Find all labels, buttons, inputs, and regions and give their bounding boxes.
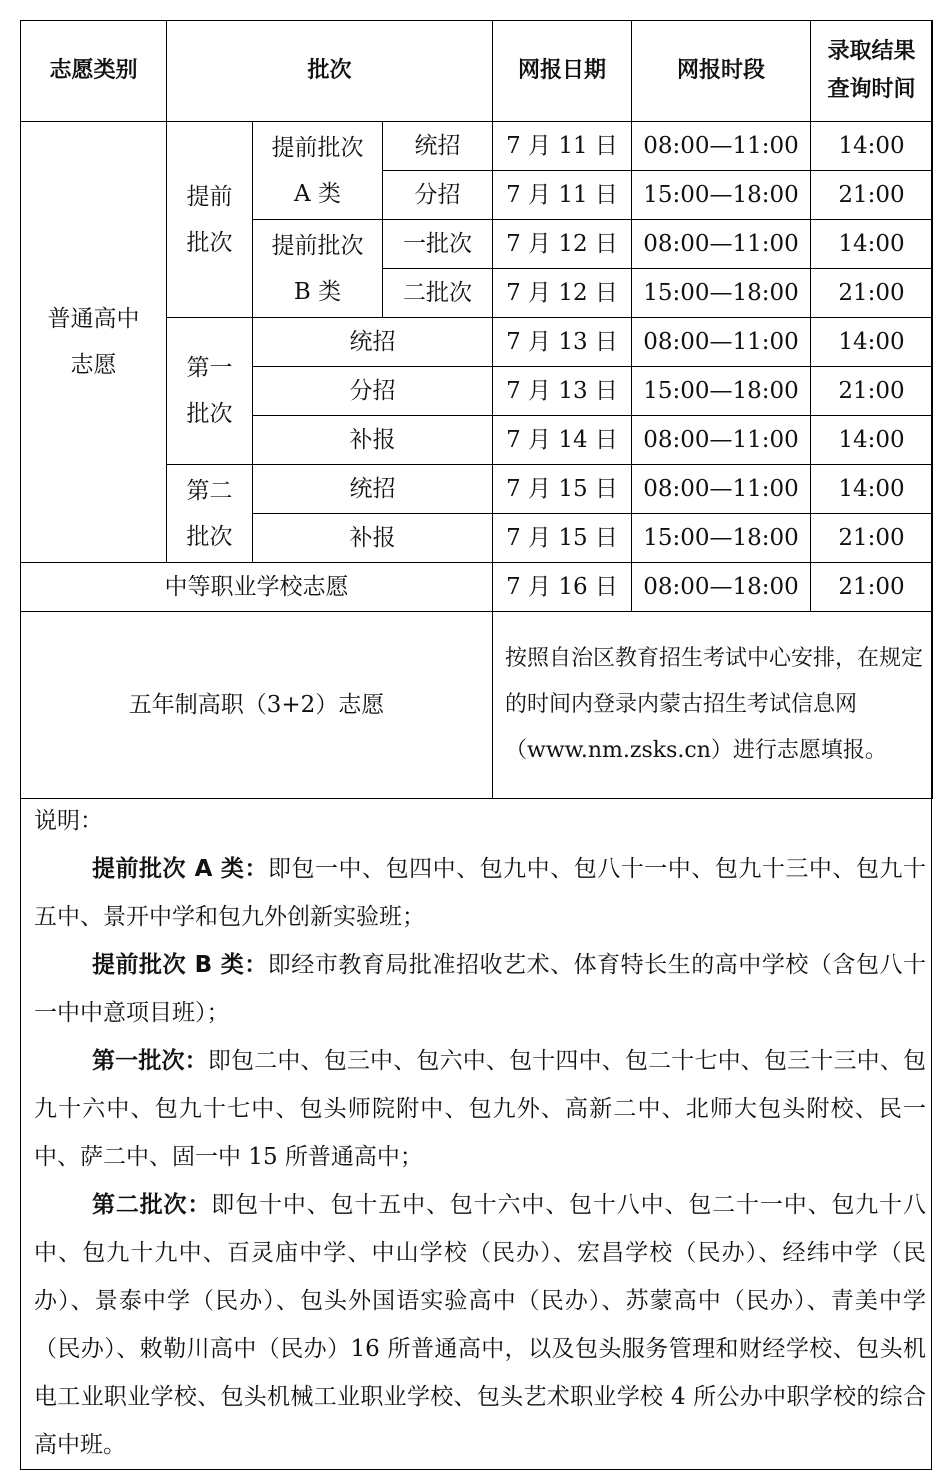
query-cell: 21:00 — [811, 367, 933, 416]
date-cell: 7 月 11 日 — [493, 171, 632, 220]
time-cell: 15:00—18:00 — [632, 367, 811, 416]
sub-batch: 分招 — [383, 171, 493, 220]
table-row — [21, 122, 933, 171]
date-cell: 7 月 13 日 — [493, 318, 632, 367]
note-first-batch — [22, 1037, 926, 1181]
time-cell: 15:00—18:00 — [632, 171, 811, 220]
early-b-cell: 提前批次 B 类 — [253, 220, 383, 318]
vocational-row — [21, 563, 933, 612]
query-cell: 21:00 — [811, 171, 933, 220]
query-cell: 14:00 — [811, 416, 933, 465]
early-batch-cell: 提前 批次 — [167, 122, 253, 318]
sub-batch: 统招 — [253, 465, 493, 514]
sub-batch: 分招 — [253, 367, 493, 416]
query-cell: 21:00 — [811, 514, 933, 563]
query-cell: 21:00 — [811, 563, 933, 612]
five-year-row — [21, 612, 933, 799]
note-text: 即包十中、包十五中、包十六中、包十八中、包二十一中、包九十八中、包九十九中、百灵庙中学、中山学校（民办）、宏昌学校（民办）、经纬中学（民办）、景泰中学（民办）、包头外国语实验高中（民办）、苏蒙高中（民办）、青美中学（民办）、敕勒川高中（民办）16 所普通高中，以及包头服务管理和财经学校、包头机电工业职业学校、包头机械工业职业学校、包头艺术职业学校 4 所公办中职学校的综合高中班。 — [34, 1192, 927, 1458]
time-cell: 08:00—11:00 — [632, 465, 811, 514]
second-batch-cell: 第二 批次 — [167, 465, 253, 563]
sub-batch: 一批次 — [383, 220, 493, 269]
notes-heading: 说明： — [34, 808, 103, 834]
time-cell: 08:00—11:00 — [632, 220, 811, 269]
date-cell: 7 月 14 日 — [493, 416, 632, 465]
five-year-note: 按照自治区教育招生考试中心安排，在规定的时间内登录内蒙古招生考试信息网（www.nm.zsks.cn）进行志愿填报。 — [493, 612, 933, 799]
sub-batch: 统招 — [383, 122, 493, 171]
query-cell: 14:00 — [811, 220, 933, 269]
date-cell: 7 月 15 日 — [493, 514, 632, 563]
date-cell: 7 月 16 日 — [493, 563, 632, 612]
date-cell: 7 月 12 日 — [493, 220, 632, 269]
time-cell: 15:00—18:00 — [632, 269, 811, 318]
query-cell: 21:00 — [811, 269, 933, 318]
header-time: 网报时段 — [632, 21, 811, 122]
time-cell: 08:00—11:00 — [632, 122, 811, 171]
note-label: 提前批次 A 类： — [92, 856, 268, 882]
general-high-school-cell: 普通高中 志愿 — [21, 122, 167, 563]
time-cell: 08:00—11:00 — [632, 416, 811, 465]
header-date: 网报日期 — [493, 21, 632, 122]
note-label: 提前批次 B 类： — [92, 952, 268, 978]
query-cell: 14:00 — [811, 465, 933, 514]
note-text: 即包一中、包四中、包九中、包八十一中、包九十三中、包九十五中、景开中学和包九外创新实验班； — [34, 856, 926, 930]
note-label: 第一批次： — [92, 1048, 208, 1074]
header-query-time: 录取结果 查询时间 — [811, 21, 933, 122]
date-cell: 7 月 13 日 — [493, 367, 632, 416]
notes-section — [22, 797, 926, 1469]
note-text: 即经市教育局批准招收艺术、体育特长生的高中学校（含包八十一中中意项目班）； — [34, 952, 927, 1026]
sub-batch: 二批次 — [383, 269, 493, 318]
table-header-row — [21, 21, 933, 122]
header-category: 志愿类别 — [21, 21, 167, 122]
vocational-label: 中等职业学校志愿 — [21, 563, 493, 612]
date-cell: 7 月 15 日 — [493, 465, 632, 514]
time-cell: 15:00—18:00 — [632, 514, 811, 563]
note-text: 即包二中、包三中、包六中、包十四中、包二十七中、包三十三中、包九十六中、包九十七中、包头师院附中、包九外、高新二中、北师大包头附校、民一中、萨二中、固一中 15 所普通高中； — [34, 1048, 927, 1170]
five-year-label: 五年制高职（3+2）志愿 — [21, 612, 493, 799]
query-cell: 14:00 — [811, 318, 933, 367]
note-early-b — [22, 941, 926, 1037]
date-cell: 7 月 11 日 — [493, 122, 632, 171]
sub-batch: 统招 — [253, 318, 493, 367]
note-early-a — [22, 845, 926, 941]
admission-schedule-table — [20, 20, 933, 799]
sub-batch: 补报 — [253, 514, 493, 563]
note-label: 第二批次： — [92, 1192, 212, 1218]
header-batch: 批次 — [167, 21, 493, 122]
first-batch-cell: 第一 批次 — [167, 318, 253, 465]
query-cell: 14:00 — [811, 122, 933, 171]
time-cell: 08:00—18:00 — [632, 563, 811, 612]
early-a-cell: 提前批次 A 类 — [253, 122, 383, 220]
date-cell: 7 月 12 日 — [493, 269, 632, 318]
time-cell: 08:00—11:00 — [632, 318, 811, 367]
note-second-batch — [22, 1181, 926, 1469]
sub-batch: 补报 — [253, 416, 493, 465]
